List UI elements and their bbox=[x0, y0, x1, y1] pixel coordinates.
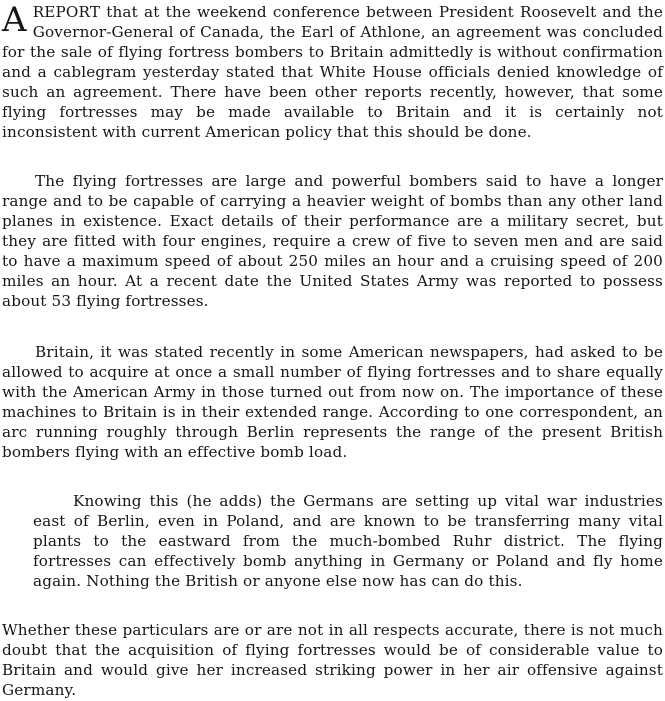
quoted-paragraph: Knowing this (he adds) the Germans are setting up vital war industries east of Berlin, even in Poland, and are known to be transferring many vital plants to the eastward from the much-bombed Ruhr district. The flying fortresses can effectively bomb anything in Germany or Poland and fly home again. Nothing the British or anyone else now has can do this. bbox=[33, 492, 663, 590]
paragraph-3: Britain, it was stated recently in some American newspapers, had asked to be allowed to acquire at once a small number of flying fortresses and to share equally with the American Army in those turned out from now on. The importance of these machines to Britain is in their extended range. According to one correspondent, an arc running roughly through Berlin represents the range of the present British bombers flying with an effective bomb load. bbox=[2, 343, 663, 461]
drop-cap: A bbox=[2, 0, 27, 40]
paragraph-5: Whether these particulars are or are not in all respects accurate, there is not much doubt that the acquisition of flying fortresses would be of considerable value to Britain and would give her increased striking power in her air offensive against Germany. bbox=[2, 621, 663, 699]
paragraph-2: The flying fortresses are large and powerful bombers said to have a longer range and to be capable of carrying a heavier weight of bombs than any other land planes in existence. Exact details of their performance are a military secret, but they are fitted with four engines, require a crew of five to seven men and are said to have a maximum speed of about 250 miles an hour and a cruising speed of 200 miles an hour. At a recent date the United States Army was reported to possess about 53 flying fortresses. bbox=[2, 172, 663, 310]
paragraph-1 bbox=[2, 2, 663, 142]
paragraph-1-lead-word: REPORT bbox=[32, 3, 101, 21]
paragraph-1-text: that at the weekend conference between President Roosevelt and the Governor-General of Canada, the Earl of Athlone, an agreement was concluded for the sale of flying fortress bombers to Britain admittedly is without confirmation and a cablegram yesterday stated that White House officials denied knowledge of such an agreement. There have been other reports recently, however, that some flying fortresses may be made available to Britain and it is certainly not inconsistent with current American policy that this should be done. bbox=[2, 3, 663, 141]
